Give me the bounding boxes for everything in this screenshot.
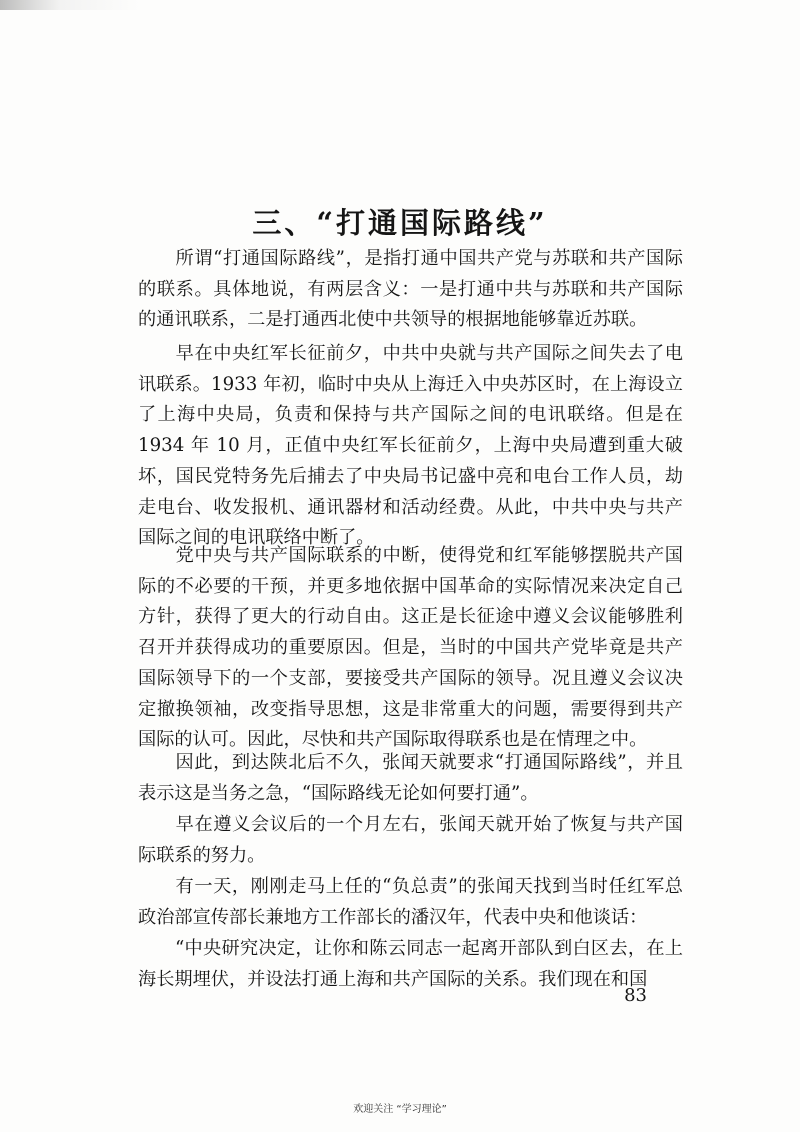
page-number: 83: [624, 985, 647, 1006]
paragraph-7: “中央研究决定，让你和陈云同志一起离开部队到白区去，在上海长期埋伏，并设法打通上海和共产国际的关系。我们现在和国: [138, 938, 683, 990]
paragraph-1: 所谓“打通国际路线”，是指打通中国共产党与苏联和共产国际的联系。具体地说，有两层含义：一是打通中共与苏联和共产国际的通讯联系，二是打通西北使中共领导的根据地能够靠近苏联。: [138, 248, 683, 331]
paragraph-6: 有一天，刚刚走马上任的“负总责”的张闻天找到当时任红军总政治部宣传部长兼地方工作部长的潘汉年，代表中央和他谈话：: [138, 876, 683, 928]
paragraph-2: 早在中央红军长征前夕，中共中央就与共产国际之间失去了电讯联系。1933 年初，临时中央从上海迁入中央苏区时，在上海设立了上海中央局，负责和保持与共产国际之间的电讯联络。但是在 1934 年 10 月，正值中央红军长征前夕，上海中央局遭到重大破坏，国民党特务先后捕去了中央局书记盛中亮和电台工作人员，劫走电台、收发报机、通讯器材和活动经费。从此，中共中央与共产国际之间的电讯联络中断了。: [138, 343, 683, 549]
paragraph-4: 因此，到达陕北后不久，张闻天就要求“打通国际路线”，并且表示这是当务之急，“国际路线无论如何要打通”。: [138, 752, 683, 804]
paragraph-5: 早在遵义会议后的一个月左右，张闻天就开始了恢复与共产国际联系的努力。: [138, 814, 683, 866]
section-title: 三、“打通国际路线”: [252, 206, 548, 241]
scan-edge-noise: [0, 0, 800, 10]
paragraph-3: 党中央与共产国际联系的中断，使得党和红军能够摆脱共产国际的不必要的干预，并更多地依据中国革命的实际情况来决定自己方针，获得了更大的行动自由。这正是长征途中遵义会议能够胜利召开并获得成功的重要原因。但是，当时的中国共产党毕竟是共产国际领导下的一个支部，要接受共产国际的领导。况且遵义会议决定撤换领袖，改变指导思想，这是非常重大的问题，需要得到共产国际的认可。因此，尽快和共产国际取得联系也是在情理之中。: [138, 545, 683, 751]
footer-watermark-text: 欢迎关注 “学习理论”: [353, 1104, 447, 1115]
